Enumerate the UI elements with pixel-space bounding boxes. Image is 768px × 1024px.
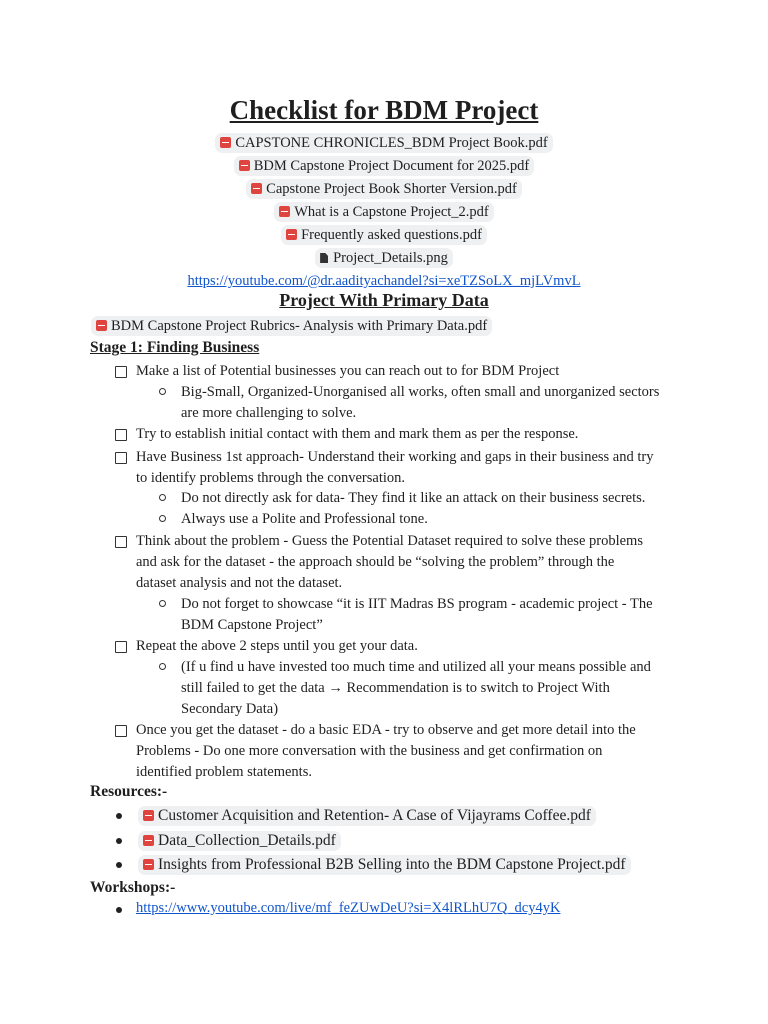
checklist-item-text: Make a list of Potential businesses you can reach out to for BDM Project [136, 363, 560, 379]
file-name: Project_Details.png [333, 250, 448, 266]
stage-heading: Stage 1: Finding Business [90, 339, 260, 356]
section-heading: Project With Primary Data [279, 290, 489, 310]
file-row [0, 155, 768, 178]
file-chip[interactable] [281, 225, 487, 245]
pdf-icon [96, 320, 107, 331]
checkbox[interactable] [115, 725, 127, 737]
file-name: BDM Capstone Project Rubrics- Analysis with Primary Data.pdf [111, 318, 488, 334]
file-name: What is a Capstone Project_2.pdf [294, 204, 489, 220]
checklist-item-text: to identify problems through the conversation. [136, 470, 406, 486]
workshop-link[interactable]: https://www.youtube.com/live/mf_feZUwDeU?si=X4lRLhU7Q_dcy4yK [136, 900, 561, 916]
file-icon [320, 253, 328, 263]
bullet-circle-icon [159, 515, 166, 522]
checklist-item-text: Once you get the dataset - do a basic EDA - try to observe and get more detail into the [136, 722, 636, 738]
pdf-icon [143, 835, 154, 846]
bullet-circle-icon [159, 600, 166, 607]
checklist-item-text: Have Business 1st approach- Understand their working and gaps in their business and try [136, 449, 654, 465]
pdf-icon [251, 183, 262, 194]
file-name: Customer Acquisition and Retention- A Case of Vijayrams Coffee.pdf [158, 807, 591, 824]
file-name: Insights from Professional B2B Selling into the BDM Capstone Project.pdf [158, 856, 626, 873]
checkbox[interactable] [115, 536, 127, 548]
checklist-item-text: Repeat the above 2 steps until you get your data. [136, 638, 418, 654]
bullet-circle-icon [159, 388, 166, 395]
checklist-item-text: dataset analysis and not the dataset. [136, 575, 343, 591]
pdf-icon [143, 859, 154, 870]
file-row [0, 224, 768, 247]
file-chip[interactable] [215, 133, 552, 153]
file-row [0, 201, 768, 224]
sub-item-text: Secondary Data) [181, 701, 279, 717]
checkbox[interactable] [115, 452, 127, 464]
resources-label: Resources:- [90, 783, 168, 800]
resource-file-chip[interactable] [138, 831, 341, 851]
file-row [0, 178, 768, 201]
bullet-dot-icon [116, 813, 122, 819]
pdf-icon [143, 810, 154, 821]
file-row [0, 132, 768, 155]
file-chip[interactable] [234, 156, 534, 176]
top-files-list [0, 132, 768, 293]
bullet-dot-icon [116, 907, 122, 913]
checklist-item-text: identified problem statements. [136, 764, 312, 780]
file-chip[interactable] [274, 202, 494, 222]
resource-file-chip[interactable] [138, 855, 631, 875]
sub-item-text: are more challenging to solve. [181, 405, 357, 421]
checklist-item-text: Try to establish initial contact with them and mark them as per the response. [136, 426, 579, 442]
resource-file-chip[interactable] [138, 806, 596, 826]
checklist-item-text: and ask for the dataset - the approach should be “solving the problem” through the [136, 554, 615, 570]
pdf-icon [286, 229, 297, 240]
file-name: Frequently asked questions.pdf [301, 227, 482, 243]
file-chip[interactable] [246, 179, 522, 199]
workshops-label: Workshops:- [90, 879, 176, 896]
file-name: BDM Capstone Project Document for 2025.pdf [253, 158, 530, 174]
bullet-dot-icon [116, 862, 122, 868]
file-chip[interactable] [315, 248, 453, 268]
bullet-circle-icon [159, 663, 166, 670]
youtube-channel-link[interactable]: https://youtube.com/@dr.aadityachandel?si=xeTZSoLX_mjLVmvL [187, 273, 581, 289]
file-name: Data_Collection_Details.pdf [158, 832, 336, 849]
file-row [0, 247, 768, 270]
checkbox[interactable] [115, 641, 127, 653]
pdf-icon [220, 137, 231, 148]
pdf-icon [279, 206, 290, 217]
checklist-item-text: Think about the problem - Guess the Potential Dataset required to solve these problems [136, 533, 643, 549]
sub-item-text: Do not forget to showcase “it is IIT Madras BS program - academic project - The [181, 596, 653, 612]
sub-item-text: still failed to get the data → Recommendation is to switch to Project With [181, 680, 610, 696]
checklist-item-text: Problems - Do one more conversation with the business and get confirmation on [136, 743, 603, 759]
bullet-dot-icon [116, 838, 122, 844]
file-name: CAPSTONE CHRONICLES_BDM Project Book.pdf [235, 135, 548, 151]
sub-item-text: BDM Capstone Project” [181, 617, 323, 633]
bullet-circle-icon [159, 494, 166, 501]
checkbox[interactable] [115, 366, 127, 378]
sub-item-text: (If u find u have invested too much time and utilized all your means possible and [181, 659, 651, 675]
sub-item-text: Do not directly ask for data- They find it like an attack on their business secrets. [181, 490, 646, 506]
rubrics-file-chip[interactable] [91, 316, 492, 336]
sub-item-text: Always use a Polite and Professional tone. [181, 511, 428, 527]
page-title: Checklist for BDM Project [229, 95, 539, 125]
checkbox[interactable] [115, 429, 127, 441]
pdf-icon [239, 160, 250, 171]
file-name: Capstone Project Book Shorter Version.pdf [266, 181, 517, 197]
sub-item-text: Big-Small, Organized-Unorganised all works, often small and unorganized sectors [181, 384, 660, 400]
